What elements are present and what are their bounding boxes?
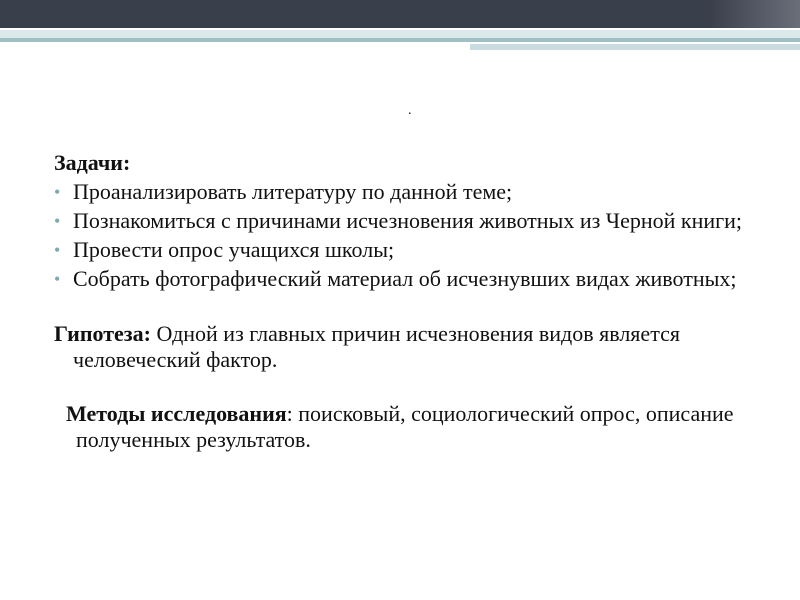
decor-stripe-teal <box>0 38 800 42</box>
decor-stripe-light <box>0 30 800 38</box>
task-text: Собрать фотографический материал об исчезнувших видах животных; <box>73 266 737 291</box>
top-bar-corner <box>710 0 800 28</box>
task-text: Познакомиться с причинами исчезновения животных из Черной книги; <box>73 208 743 233</box>
top-bar <box>0 0 800 28</box>
task-text: Провести опрос учащихся школы; <box>73 237 395 262</box>
task-item <box>54 266 754 292</box>
task-item <box>54 237 754 263</box>
tasks-list <box>54 179 754 292</box>
bullet-icon: • <box>54 269 61 289</box>
task-text: Проанализировать литературу по данной теме; <box>73 179 513 204</box>
hypothesis-text: Одной из главных причин исчезновения видов является человеческий фактор. <box>73 321 680 372</box>
slide-dot: . <box>408 103 412 118</box>
methods-text: : поисковый, социологический опрос, описание полученных результатов. <box>76 401 734 452</box>
bullet-icon: • <box>54 240 61 260</box>
hypothesis-label: Гипотеза: <box>54 321 151 346</box>
task-item <box>54 208 754 234</box>
task-item <box>54 179 754 205</box>
methods-paragraph <box>54 401 754 453</box>
decor-stripe-segment <box>470 44 800 50</box>
slide-content <box>54 150 754 453</box>
bullet-icon: • <box>54 182 61 202</box>
tasks-heading: Задачи: <box>54 150 131 175</box>
hypothesis-paragraph <box>54 321 754 373</box>
bullet-icon: • <box>54 211 61 231</box>
methods-label: Методы исследования <box>66 401 287 426</box>
